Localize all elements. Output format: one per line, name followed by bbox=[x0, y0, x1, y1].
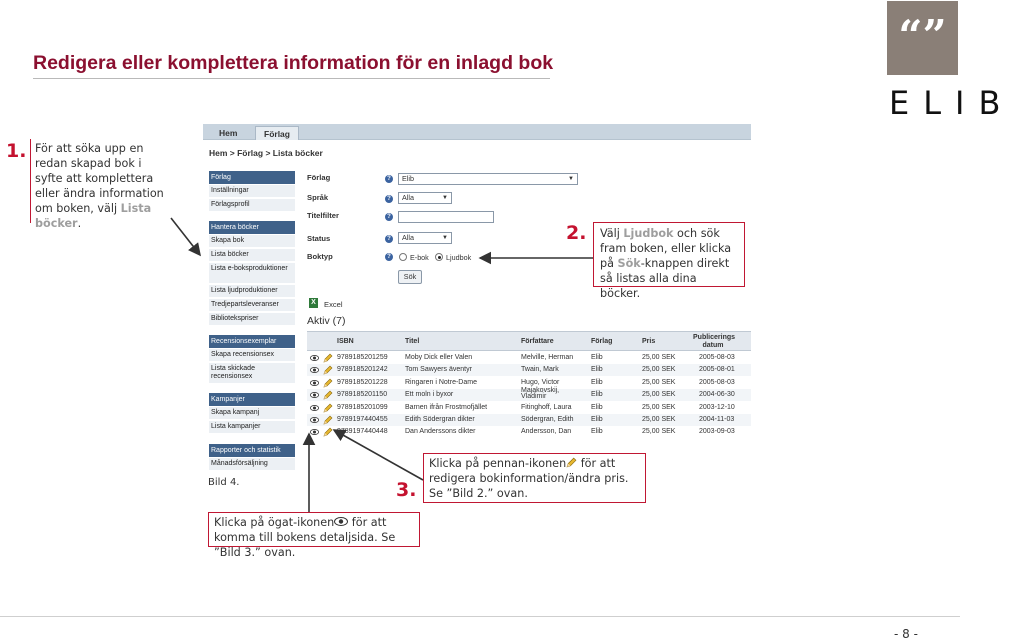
step-3-text: Klicka på pennan-ikonen bbox=[429, 457, 567, 470]
step-1-highlight: Lista böcker bbox=[35, 202, 152, 230]
step-3-arrow bbox=[334, 430, 423, 480]
table-cell-author: Andersson, Dan bbox=[521, 428, 572, 436]
sidebar-item-manadsforsaljning[interactable]: Månadsförsäljning bbox=[209, 458, 295, 470]
table-cell-author: Majakovskij, Vladimir bbox=[521, 387, 560, 401]
table-cell-publisher: Elib bbox=[591, 403, 603, 411]
dropdown-arrow-icon: ▼ bbox=[568, 176, 574, 182]
table-cell-isbn: 9789185201099 bbox=[337, 403, 388, 411]
column-titel[interactable]: Titel bbox=[405, 338, 420, 345]
sidebar-item-skapa-kampanj[interactable]: Skapa kampanj bbox=[209, 407, 295, 419]
table-cell-title[interactable]: Tom Sawyers äventyr bbox=[405, 366, 472, 374]
table-cell-date: 2004-11-03 bbox=[699, 416, 735, 423]
label-status: Status bbox=[307, 234, 331, 243]
label-forlag: Förlag bbox=[307, 173, 331, 182]
dropdown-arrow-icon: ▼ bbox=[442, 195, 448, 201]
help-icon[interactable]: ? bbox=[385, 175, 393, 183]
table-cell-title[interactable]: Barnen ifrån Frostmofjället bbox=[405, 403, 488, 411]
table-cell-author: Hugo, Victor bbox=[521, 378, 560, 386]
sidebar-item-bibliotekspriser[interactable]: Bibliotekspriser bbox=[209, 313, 295, 325]
step-2-highlight-sok: Sök bbox=[617, 257, 641, 270]
help-icon[interactable]: ? bbox=[385, 253, 393, 261]
table-cell-publisher: Elib bbox=[591, 428, 603, 436]
table-cell-date: 2005-08-01 bbox=[699, 366, 735, 374]
step-2-highlight-ljudbok: Ljudbok bbox=[623, 227, 674, 240]
eye-note-text-end: för att komma till bokens detaljsida. Se ”Bild 3.” ovan. bbox=[214, 516, 396, 559]
sidebar-head-rapporter[interactable]: Rapporter och statistik bbox=[209, 444, 295, 457]
breadcrumb: Hem > Förlag > Lista böcker bbox=[209, 148, 323, 158]
sidebar-item-lista-eboksproduktioner[interactable]: Lista e-boksproduktioner bbox=[209, 263, 295, 283]
step-2-text-end: -knappen direkt så listas alla dina böcker. bbox=[600, 257, 730, 300]
column-pris[interactable]: Pris bbox=[642, 338, 656, 345]
excel-icon[interactable]: X bbox=[309, 298, 318, 308]
tab-hem[interactable]: Hem bbox=[219, 128, 238, 138]
table-cell-date: 2003-09-03 bbox=[699, 428, 735, 436]
help-icon[interactable]: ? bbox=[385, 213, 393, 221]
footer-divider bbox=[0, 616, 960, 617]
label-sprak: Språk bbox=[307, 193, 329, 202]
column-forlag[interactable]: Förlag bbox=[591, 338, 613, 345]
table-cell-title[interactable]: Moby Dick eller Valen bbox=[405, 354, 473, 361]
step-3-text-end: för att redigera bokinformation/ändra pris. Se ”Bild 2.” ovan. bbox=[429, 457, 629, 500]
table-cell-publisher: Elib bbox=[591, 354, 603, 361]
column-isbn[interactable]: ISBN bbox=[337, 338, 354, 345]
step-1-arrow bbox=[171, 218, 200, 255]
table-cell-price: 25,00 SEK bbox=[642, 354, 676, 361]
table-cell-isbn: 9789185201150 bbox=[337, 391, 388, 399]
table-cell-date: 2004-06-30 bbox=[699, 391, 735, 399]
step-1-text-end: . bbox=[77, 217, 82, 230]
column-forfattare[interactable]: Författare bbox=[521, 338, 554, 345]
search-button[interactable]: Sök bbox=[398, 270, 422, 284]
step-2-number: 2. bbox=[566, 222, 587, 244]
help-icon[interactable]: ? bbox=[385, 195, 393, 203]
table-cell-publisher: Elib bbox=[591, 416, 603, 423]
table-cell-price: 25,00 SEK bbox=[642, 378, 676, 386]
sidebar-item-lista-kampanjer[interactable]: Lista kampanjer bbox=[209, 421, 295, 433]
table-cell-publisher: Elib bbox=[591, 366, 603, 374]
table-cell-publisher: Elib bbox=[591, 391, 603, 399]
step-1-number: 1. bbox=[6, 140, 27, 162]
table-cell-price: 25,00 SEK bbox=[642, 416, 676, 423]
tab-forlag[interactable]: Förlag bbox=[255, 126, 299, 140]
step-2-text-mid: och sök fram boken, eller klicka på bbox=[600, 227, 732, 270]
table-cell-title[interactable]: Dan Anderssons dikter bbox=[405, 428, 476, 436]
status-select-value: Alla bbox=[402, 233, 414, 242]
table-cell-price: 25,00 SEK bbox=[642, 391, 676, 399]
table-cell-author: Södergran, Edith bbox=[521, 416, 574, 423]
sidebar-item-installningar[interactable]: Inställningar bbox=[209, 185, 295, 197]
table-cell-isbn: 9789185201259 bbox=[337, 354, 388, 361]
sidebar-item-skapa-bok[interactable]: Skapa bok bbox=[209, 235, 295, 247]
sidebar-item-lista-ljudproduktioner[interactable]: Lista ljudproduktioner bbox=[209, 285, 295, 297]
sidebar-item-tredjepartsleveranser[interactable]: Tredjepartsleveranser bbox=[209, 299, 295, 311]
quote-icon: “” bbox=[898, 11, 947, 60]
sidebar-head-kampanjer[interactable]: Kampanjer bbox=[209, 393, 295, 406]
table-cell-date: 2005-08-03 bbox=[699, 378, 735, 386]
table-cell-title[interactable]: Edith Södergran dikter bbox=[405, 416, 475, 423]
page-number: - 8 - bbox=[894, 627, 918, 641]
table-cell-date: 2003-12-10 bbox=[699, 403, 735, 411]
sidebar-head-hantera[interactable]: Hantera böcker bbox=[209, 221, 295, 234]
sidebar-head-recension[interactable]: Recensionsexemplar bbox=[209, 335, 295, 348]
step-3-number: 3. bbox=[396, 479, 417, 501]
sidebar-head-forlag[interactable]: Förlag bbox=[209, 171, 295, 184]
table-cell-date: 2005-08-03 bbox=[699, 354, 735, 361]
radio-ljudbok-label: Ljudbok bbox=[446, 253, 472, 262]
table-cell-isbn: 9789185201242 bbox=[337, 366, 388, 374]
dropdown-arrow-icon: ▼ bbox=[442, 235, 448, 241]
table-cell-isbn: 9789185201228 bbox=[337, 378, 388, 386]
table-cell-price: 25,00 SEK bbox=[642, 366, 676, 374]
table-cell-author: Twain, Mark bbox=[521, 366, 559, 374]
label-boktyp: Boktyp bbox=[307, 252, 333, 261]
label-titelfilter: Titelfilter bbox=[307, 211, 339, 220]
table-cell-isbn: 9789197440448 bbox=[337, 428, 388, 436]
table-cell-author: Melville, Herman bbox=[521, 354, 574, 361]
step-1-text: För att söka upp en redan skapad bok i syfte att komplettera eller ändra information om boken, välj bbox=[35, 142, 164, 215]
column-publiceringsdatum[interactable]: Publicerings datum bbox=[693, 334, 736, 349]
radio-ebok-label: E-bok bbox=[410, 253, 429, 262]
table-cell-isbn: 9789197440455 bbox=[337, 416, 388, 423]
document-title: Redigera eller komplettera information för en inlagd bok bbox=[33, 52, 554, 74]
table-cell-price: 25,00 SEK bbox=[642, 403, 676, 411]
sidebar-item-lista-skickade-recensionsex[interactable]: Lista skickade recensionsex bbox=[209, 363, 295, 383]
eye-note-text: Klicka på ögat-ikonen bbox=[214, 516, 335, 529]
excel-link[interactable]: Excel bbox=[324, 300, 343, 309]
sidebar-item-skapa-recensionsex[interactable]: Skapa recensionsex bbox=[209, 349, 295, 361]
grid-title: Aktiv (7) bbox=[307, 315, 346, 327]
sprak-select-value: Alla bbox=[402, 193, 414, 202]
table-cell-price: 25,00 SEK bbox=[642, 428, 676, 436]
sidebar-item-lista-bocker[interactable]: Lista böcker bbox=[209, 249, 295, 261]
elib-logo-text: ELIB bbox=[889, 84, 1014, 122]
table-cell-title[interactable]: Ett moln i byxor bbox=[405, 391, 454, 399]
sidebar-item-forlagsprofil[interactable]: Förlagsprofil bbox=[209, 199, 295, 211]
figure-caption: Bild 4. bbox=[208, 477, 240, 488]
table-cell-title[interactable]: Ringaren i Notre-Dame bbox=[405, 378, 477, 386]
table-cell-author: Fitinghoff, Laura bbox=[521, 403, 572, 411]
table-cell-publisher: Elib bbox=[591, 378, 603, 386]
step-2-text: Välj bbox=[600, 227, 624, 240]
help-icon[interactable]: ? bbox=[385, 235, 393, 243]
forlag-select-value: Elib bbox=[402, 174, 414, 183]
